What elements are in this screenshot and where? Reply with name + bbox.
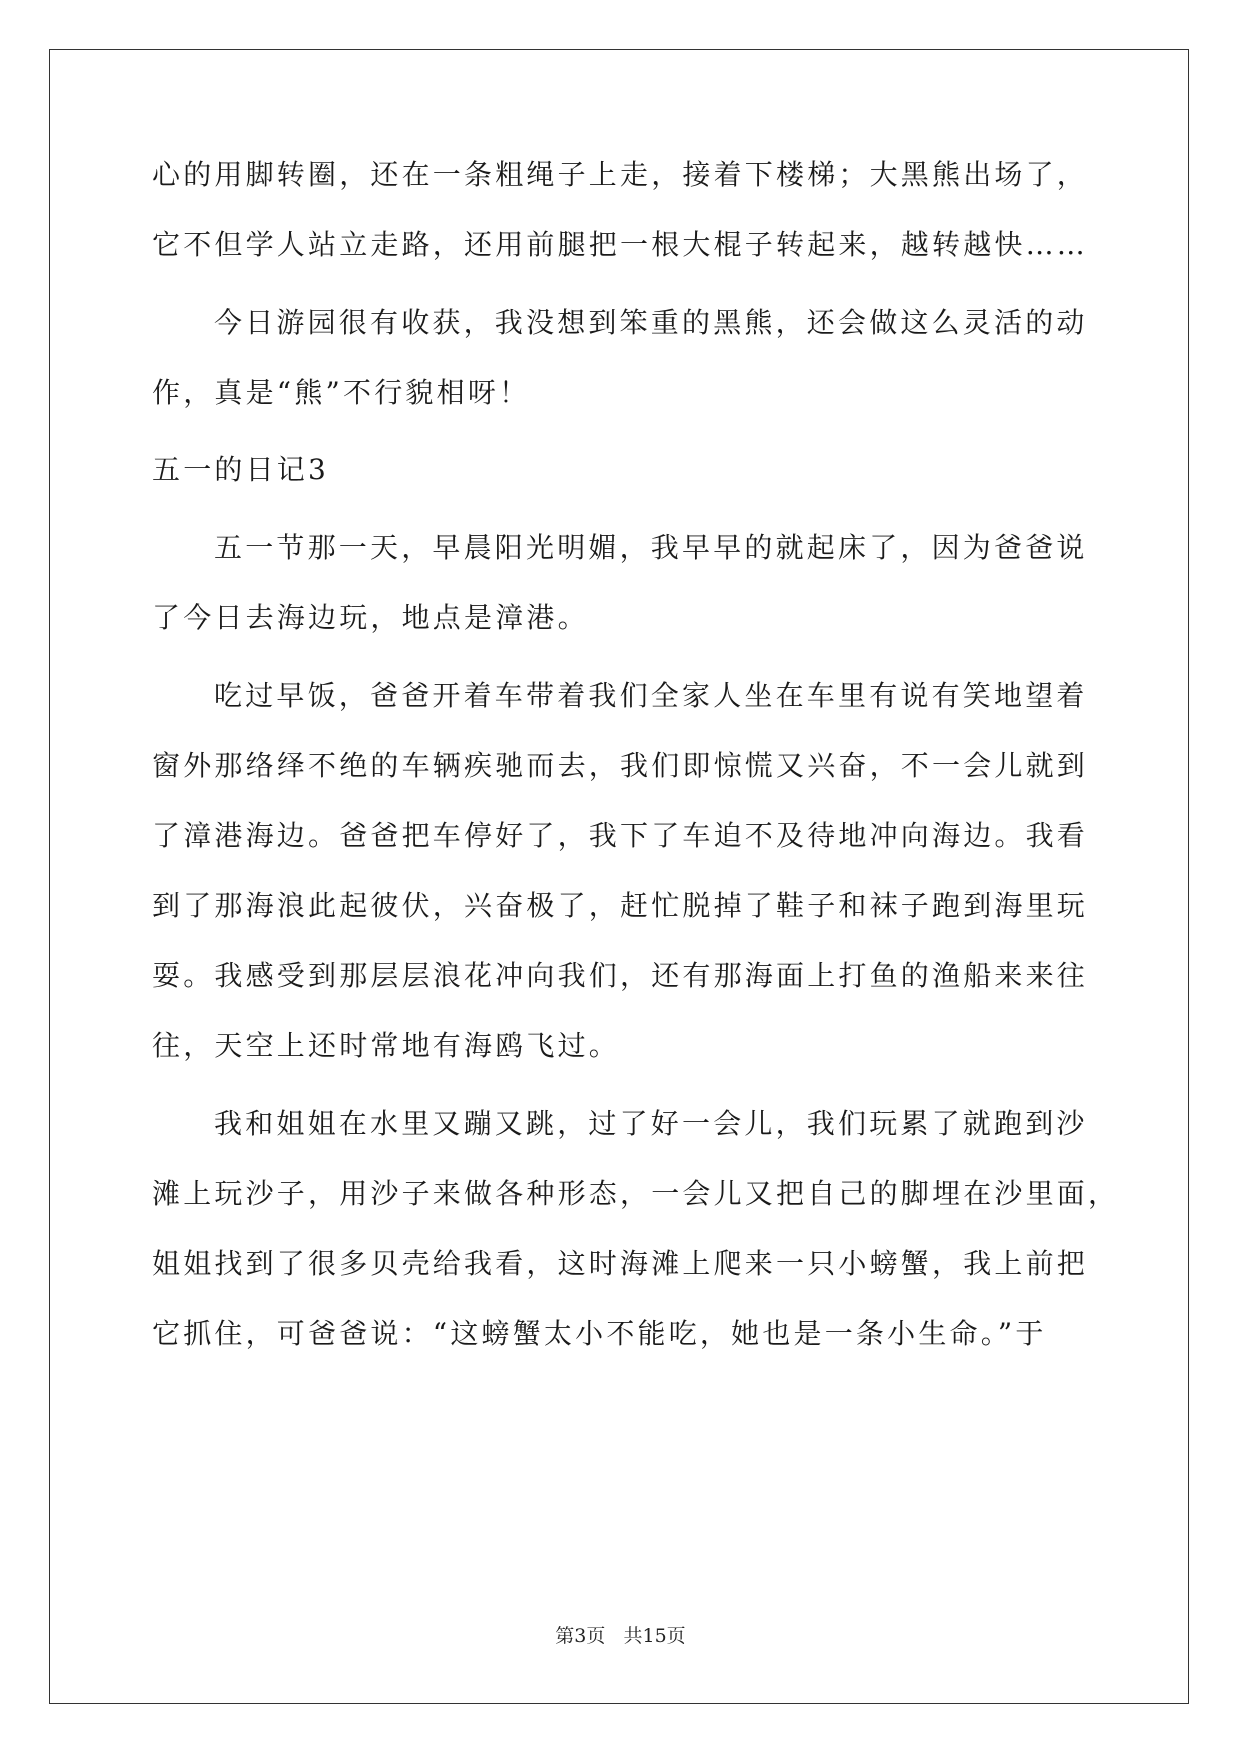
text-line: 心的用脚转圈，还在一条粗绳子上走，接着下楼梯；大黑熊出场了， — [152, 158, 1089, 191]
paragraph-start-line: 我和姐姐在水里又蹦又跳，过了好一会儿，我们玩累了就跑到沙 — [214, 1107, 1088, 1140]
text-line: 到了那海浪此起彼伏，兴奋极了，赶忙脱掉了鞋子和袜子跑到海里玩 — [152, 889, 1089, 922]
text-line: 往，天空上还时常地有海鸥飞过。 — [152, 1029, 621, 1062]
text-line: 了漳港海边。爸爸把车停好了，我下了车迫不及待地冲向海边。我看 — [152, 819, 1089, 852]
text-line: 它不但学人站立走路，还用前腿把一根大棍子转起来，越转越快…… — [152, 228, 1089, 261]
text-line: 窗外那络绎不绝的车辆疾驰而去，我们即惊慌又兴奋，不一会儿就到 — [152, 749, 1089, 782]
text-line: 作，真是“熊”不行貌相呀！ — [152, 376, 531, 409]
text-line: 滩上玩沙子，用沙子来做各种形态，一会儿又把自己的脚埋在沙里面， — [152, 1177, 1120, 1210]
section-heading: 五一的日记3 — [152, 453, 330, 486]
text-line: 耍。我感受到那层层浪花冲向我们，还有那海面上打鱼的渔船来来往 — [152, 959, 1089, 992]
page-number-footer: 第3页 共15页 — [555, 1625, 686, 1647]
paragraph-start-line: 吃过早饭，爸爸开着车带着我们全家人坐在车里有说有笑地望着 — [214, 679, 1088, 712]
text-line: 它抓住，可爸爸说：“这螃蟹太小不能吃，她也是一条小生命。”于 — [152, 1317, 1047, 1350]
text-line: 了今日去海边玩，地点是漳港。 — [152, 601, 589, 634]
paragraph-start-line: 五一节那一天，早晨阳光明媚，我早早的就起床了，因为爸爸说 — [214, 531, 1088, 564]
page-border — [49, 49, 1189, 1704]
paragraph-start-line: 今日游园很有收获，我没想到笨重的黑熊，还会做这么灵活的动 — [214, 306, 1088, 339]
text-line: 姐姐找到了很多贝壳给我看，这时海滩上爬来一只小螃蟹，我上前把 — [152, 1247, 1089, 1280]
